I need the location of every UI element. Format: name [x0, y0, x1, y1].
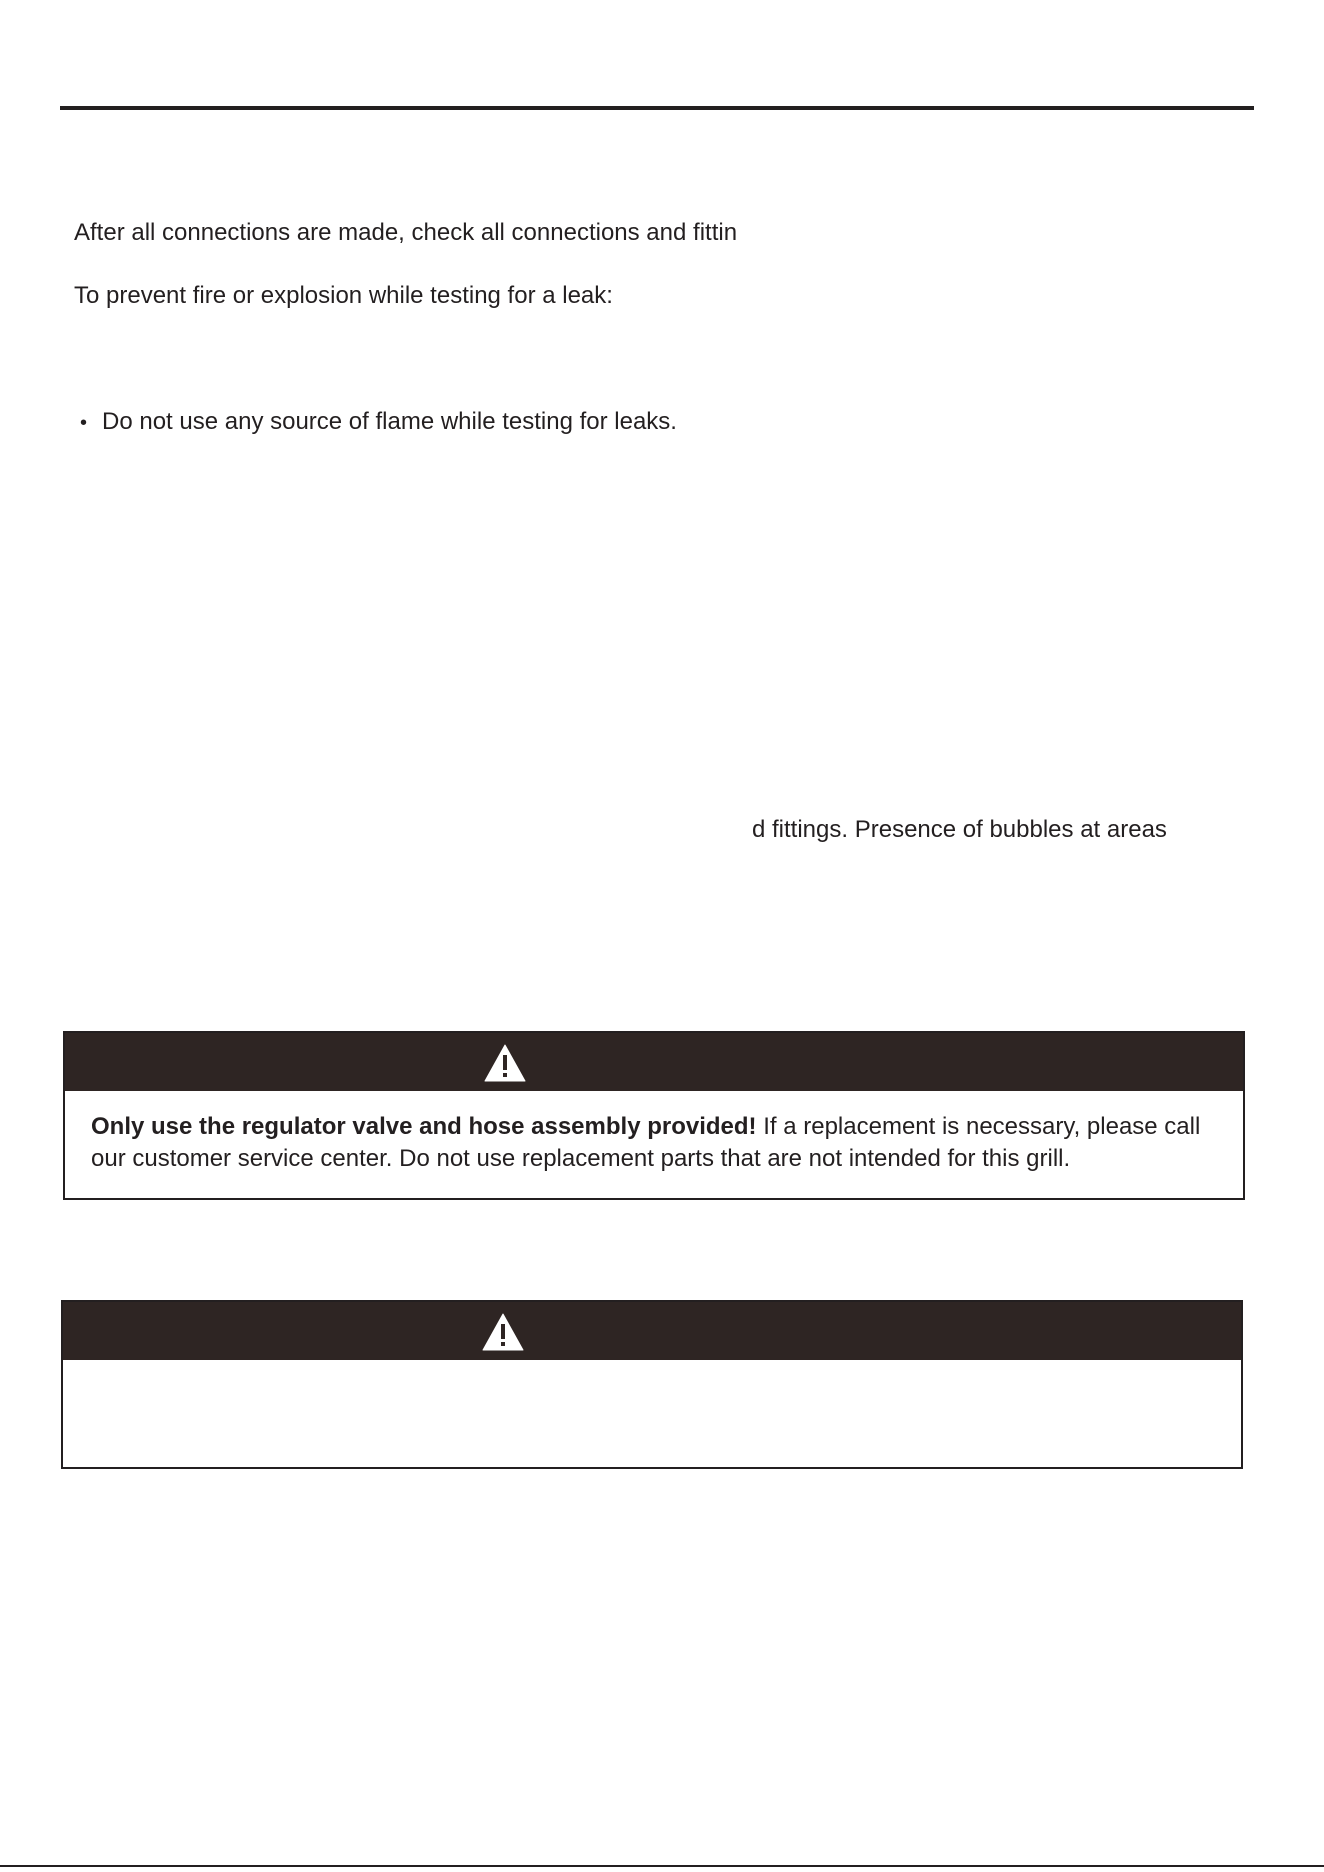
- warning-box-2: [61, 1300, 1243, 1469]
- warning-header-bar: [63, 1302, 1241, 1360]
- warning-triangle-icon: [483, 1043, 527, 1083]
- bullet-item: [80, 407, 677, 438]
- warning-box-1: [63, 1031, 1245, 1200]
- footer-rule: [0, 1865, 1324, 1867]
- warning-triangle-icon: [481, 1312, 525, 1352]
- warning-body-1: [91, 1111, 1223, 1175]
- fragment-text: d fittings. Presence of bubbles at areas: [752, 816, 1167, 843]
- bullet-text: Do not use any source of flame while testing for leaks.: [102, 408, 677, 435]
- bullet-dot: •: [80, 412, 88, 434]
- warning-header-bar: [65, 1033, 1243, 1091]
- intro-paragraph: After all connections are made, check all connections and fittin: [74, 219, 738, 246]
- warning-bold-text: Only use the regulator valve and hose assembly provided!: [91, 1113, 757, 1140]
- warning-text: If a replacement is necessary, please call our customer service center. Do not use replacement parts that are not intended for this grill.: [91, 1113, 1201, 1172]
- top-rule: [60, 106, 1254, 110]
- prevent-paragraph: To prevent fire or explosion while testing for a leak:: [74, 282, 613, 309]
